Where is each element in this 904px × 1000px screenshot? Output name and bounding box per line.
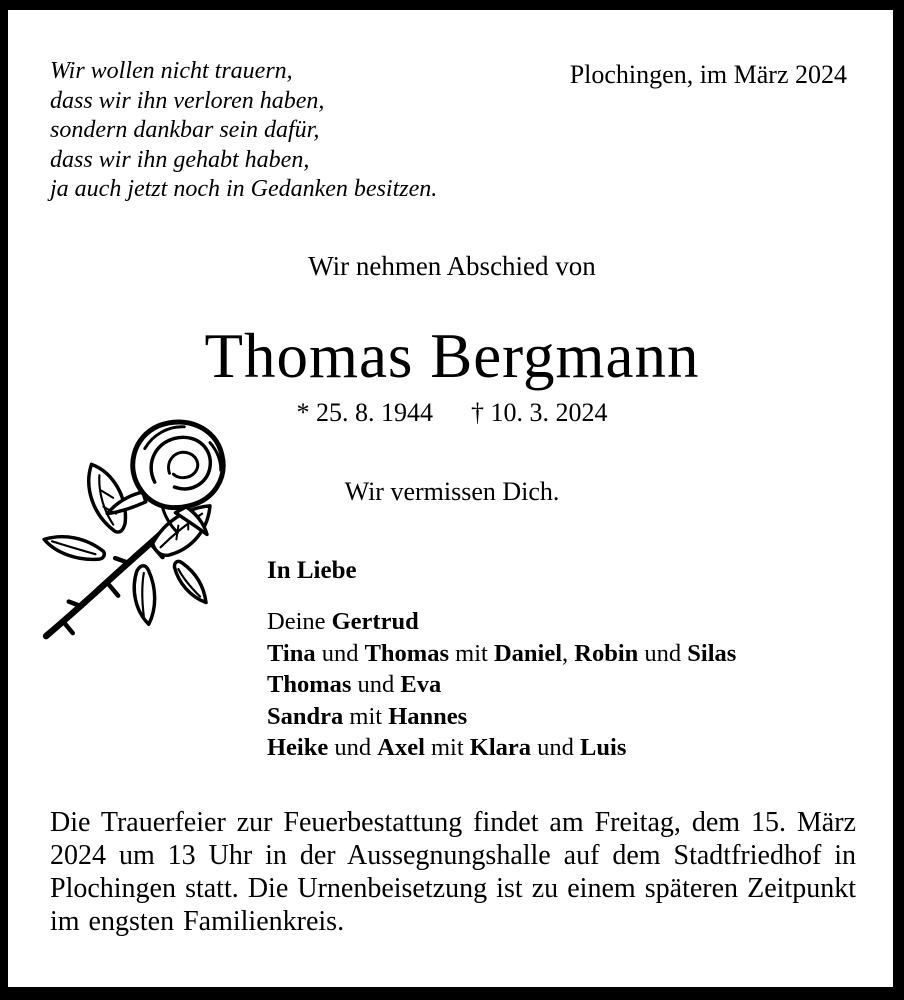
- family-line: Deine Gertrud: [267, 608, 419, 635]
- family-lines: [267, 606, 736, 764]
- deceased-name: Thomas Bergmann: [204, 321, 700, 391]
- farewell-intro: Wir nehmen Abschied von: [308, 251, 596, 281]
- poem-line: ja auch jetzt noch in Gedanken besitzen.: [50, 176, 438, 202]
- poem-line: Wir wollen nicht trauern,: [50, 58, 293, 84]
- closing-salutation: In Liebe: [267, 557, 357, 584]
- family-line: Thomas und Eva: [267, 671, 442, 698]
- death-date: † 10. 3. 2024: [471, 398, 608, 427]
- family-line: Sandra mit Hannes: [267, 702, 468, 730]
- farewell-line: Wir vermissen Dich.: [344, 477, 560, 506]
- place-dateline: Plochingen, im März 2024: [569, 60, 847, 89]
- memorial-poem: [50, 57, 437, 205]
- birth-date: * 25. 8. 1944: [296, 398, 433, 427]
- funeral-notice: Die Trauerfeier zur Feuerbestattung findet am Freitag, dem 15. März 2024 um 13 Uhr in der Aussegnungshalle auf dem Stadtfriedhof in Plochingen statt. Die Urnenbeisetzung ist zu einem späteren Zeitpunkt im engsten Familienkreis.: [50, 807, 856, 937]
- poem-line: dass wir ihn verloren haben,: [50, 87, 325, 114]
- family-line: Tina und Thomas mit Daniel, Robin und Silas: [267, 639, 737, 667]
- family-line: Heike und Axel mit Klara und Luis: [267, 734, 627, 761]
- poem-line: dass wir ihn gehabt haben,: [50, 146, 310, 173]
- poem-line: sondern dankbar sein dafür,: [50, 117, 320, 143]
- rose-icon: [26, 413, 234, 645]
